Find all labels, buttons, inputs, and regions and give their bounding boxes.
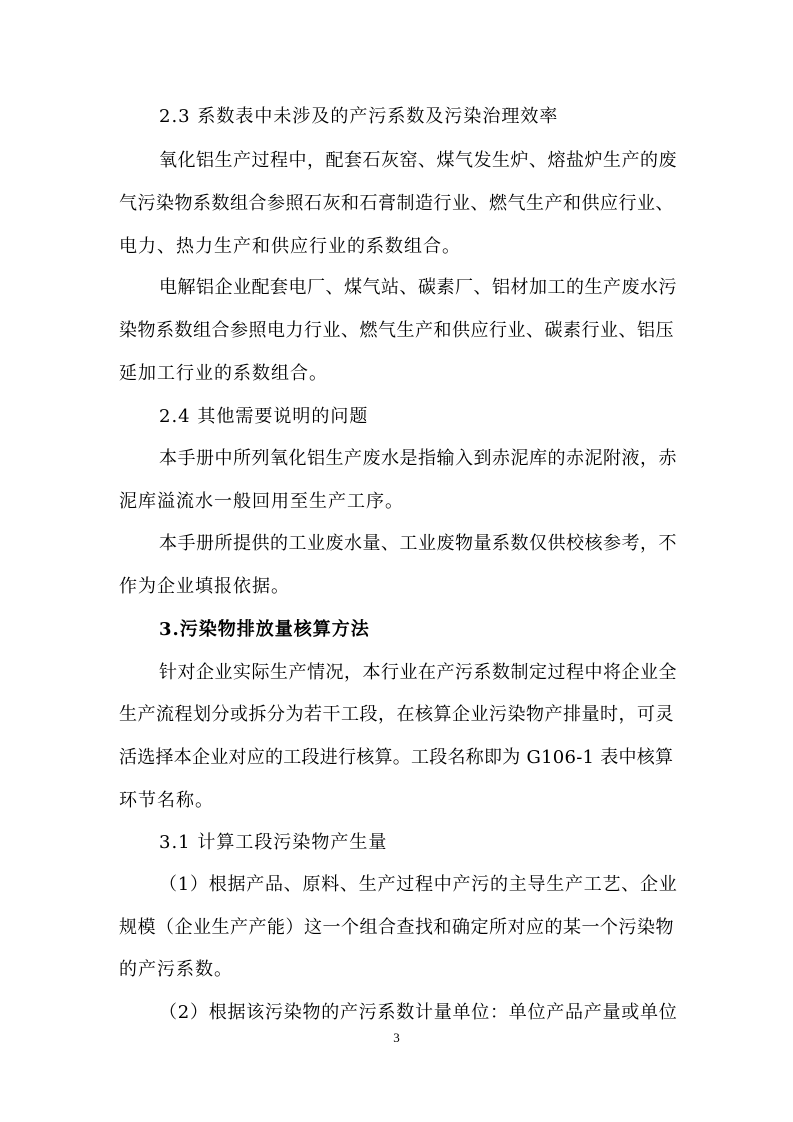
paragraph-line: 氧化铝生产过程中，配套石灰窑、煤气发生炉、熔盐炉生产的废 xyxy=(159,150,677,171)
paragraph-line: 本手册中所列氧化铝生产废水是指输入到赤泥库的赤泥附液，赤 xyxy=(159,448,677,469)
paragraph-line: 规模（企业生产产能）这一个组合查找和确定所对应的某一个污染物 xyxy=(119,917,674,938)
subsection-heading-2-3: 2.3 系数表中未涉及的产污系数及污染治理效率 xyxy=(159,106,559,127)
paragraph-line: 气污染物系数组合参照石灰和石膏制造行业、燃气生产和供应行业、 xyxy=(119,193,674,214)
paragraph-line: 针对企业实际生产情况，本行业在产污系数制定过程中将企业全 xyxy=(159,662,677,683)
paragraph-line: 电解铝企业配套电厂、煤气站、碳素厂、铝材加工的生产废水污 xyxy=(159,277,677,298)
paragraph-line: 的产污系数。 xyxy=(119,959,233,980)
subsection-heading-3-1: 3.1 计算工段污染物产生量 xyxy=(159,832,388,853)
section-heading-3: 3.污染物排放量核算方法 xyxy=(159,619,370,640)
paragraph-line: 泥库溢流水一般回用至生产工序。 xyxy=(119,491,404,512)
paragraph-line: 染物系数组合参照电力行业、燃气生产和供应行业、碳素行业、铝压 xyxy=(119,320,674,341)
paragraph-line: （2）根据该污染物的产污系数计量单位：单位产品产量或单位 xyxy=(159,1002,678,1023)
paragraph-line: 生产流程划分或拆分为若干工段，在核算企业污染物产排量时，可灵 xyxy=(119,704,674,725)
paragraph-line: 活选择本企业对应的工段进行核算。工段名称即为 G106-1 表中核算 xyxy=(119,747,674,768)
page-number: 3 xyxy=(393,1030,400,1045)
paragraph-line: 电力、热力生产和供应行业的系数组合。 xyxy=(119,236,461,257)
paragraph-line: 本手册所提供的工业废水量、工业废物量系数仅供校核参考，不 xyxy=(159,533,677,554)
paragraph-line: 延加工行业的系数组合。 xyxy=(119,363,328,384)
paragraph-line: （1）根据产品、原料、生产过程中产污的主导生产工艺、企业 xyxy=(159,874,678,895)
paragraph-line: 环节名称。 xyxy=(119,790,214,811)
paragraph-line: 作为企业填报依据。 xyxy=(119,576,290,597)
subsection-heading-2-4: 2.4 其他需要说明的问题 xyxy=(159,406,369,427)
